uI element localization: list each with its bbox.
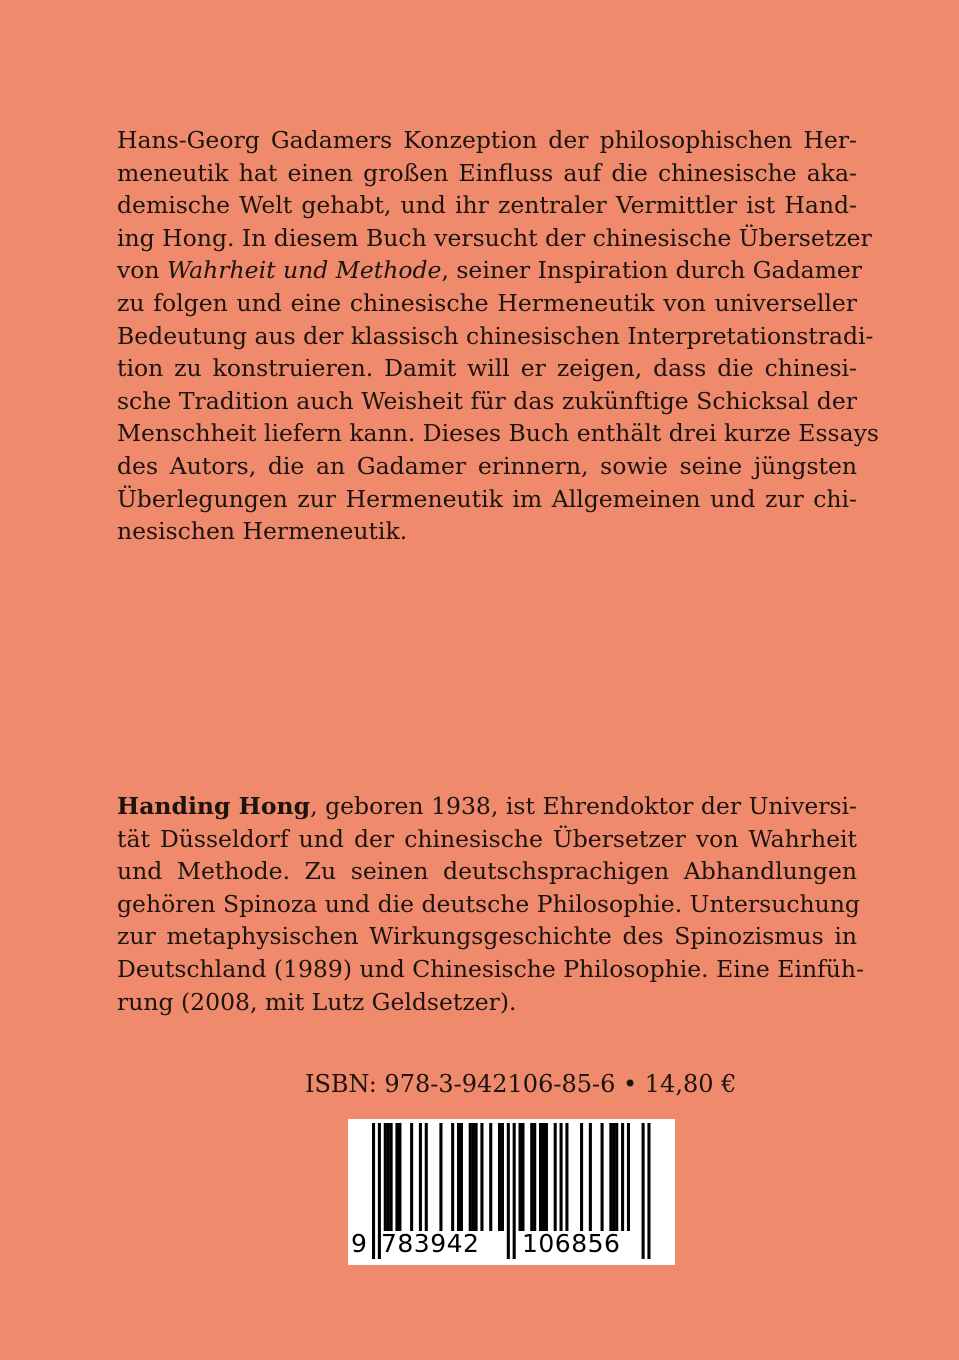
barcode-bar — [589, 1123, 592, 1231]
barcode-bar — [439, 1123, 442, 1231]
barcode-bar — [395, 1123, 398, 1231]
barcode-bar — [530, 1123, 533, 1231]
barcode-guard-bar — [647, 1123, 650, 1259]
barcode-bar — [612, 1123, 615, 1231]
barcode-guard-bar — [507, 1123, 510, 1259]
barcode-bar — [501, 1123, 504, 1231]
barcode-bar — [475, 1123, 478, 1231]
author-name: Handing Hong — [117, 792, 311, 820]
bio-line — [117, 790, 857, 823]
barcode-bar — [545, 1123, 548, 1231]
blurb-line: demische Welt gehabt, und ihr zentraler Vermittler ist Hand- — [117, 191, 857, 220]
blurb-paragraph — [117, 124, 879, 548]
barcode-bar — [560, 1123, 563, 1231]
barcode-bar — [542, 1123, 545, 1231]
barcode-bar — [601, 1123, 604, 1231]
bio-line: rung (2008, mit Lutz Geldsetzer). — [117, 987, 517, 1016]
blurb-line: zu folgen und eine chinesische Hermeneutik von universeller — [117, 288, 857, 317]
blurb-line: Menschheit liefern kann. Dieses Buch enthält drei kurze Essays — [117, 419, 879, 448]
barcode-first-digit: 9 — [351, 1229, 368, 1258]
isbn-price-line — [305, 1069, 736, 1099]
book-title-italic: Wahrheit und Methode — [167, 256, 442, 285]
barcode-bar — [615, 1123, 618, 1231]
bio-line: tät Düsseldorf und der chinesische Übersetzer von Wahrheit — [117, 824, 857, 853]
bio-line: Deutschland (1989) und Chinesische Philosophie. Eine Einfüh- — [117, 954, 865, 983]
bio-line: gehören Spinoza und die deutsche Philosophie. Untersuchung — [117, 889, 860, 918]
barcode-bar — [410, 1123, 413, 1231]
barcode-bar — [419, 1123, 422, 1231]
blurb-text: von — [117, 256, 168, 285]
blurb-line: Hans-Georg Gadamers Konzeption der philosophischen Her- — [117, 126, 857, 154]
barcode-bar — [460, 1123, 463, 1231]
barcode-bar — [498, 1123, 501, 1231]
barcode-bar — [489, 1123, 492, 1231]
barcode-bar — [580, 1123, 583, 1231]
blurb-line: Bedeutung aus der klassisch chinesischen Interpretationstradi- — [117, 321, 874, 350]
blurb-line: ing Hong. In diesem Buch versucht der chinesische Übersetzer — [117, 223, 872, 252]
barcode-bar — [519, 1123, 522, 1231]
barcode-bar — [384, 1123, 387, 1231]
barcode-bar — [539, 1123, 542, 1231]
blurb-line: des Autors, die an Gadamer erinnern, sowie seine jüngsten — [117, 451, 857, 480]
bullet-separator: • — [623, 1070, 638, 1098]
blurb-line: nesischen Hermeneutik. — [117, 517, 408, 546]
blurb-text: , seiner Inspiration durch Gadamer — [441, 256, 863, 285]
bio-text: , geboren 1938, ist Ehrendoktor der Universi- — [310, 792, 857, 820]
barcode-bar — [469, 1123, 472, 1231]
barcode-bar — [554, 1123, 557, 1231]
barcode-left-digits: 783942 — [381, 1229, 480, 1258]
barcode-bar — [425, 1123, 428, 1231]
ean-barcode — [348, 1119, 675, 1265]
barcode-bar — [387, 1123, 390, 1231]
barcode-bar — [390, 1123, 393, 1231]
blurb-line: meneutik hat einen großen Einfluss auf die chinesische aka- — [117, 158, 857, 187]
barcode-bar — [480, 1123, 483, 1231]
barcode-guard-bar — [372, 1123, 375, 1259]
blurb-line: tion zu konstruieren. Damit will er zeigen, dass die chinesi- — [117, 354, 857, 383]
bio-line: und Methode. Zu seinen deutschsprachigen Abhandlungen — [117, 857, 857, 886]
barcode-right-digits: 106856 — [522, 1229, 621, 1258]
barcode-bar — [451, 1123, 454, 1231]
barcode-guard-bar — [642, 1123, 645, 1259]
barcode-bar — [472, 1123, 475, 1231]
barcode-bar — [627, 1123, 630, 1231]
blurb-line-with-title — [117, 254, 863, 287]
barcode-bar — [457, 1123, 460, 1231]
barcode-guard-bar — [513, 1123, 516, 1259]
author-bio-paragraph — [117, 790, 865, 1018]
isbn-text: ISBN: 978-3-942106-85-6 — [305, 1070, 616, 1098]
barcode-bar — [621, 1123, 624, 1231]
barcode-bar — [533, 1123, 536, 1231]
blurb-line: Überlegungen zur Hermeneutik im Allgemeinen und zur chi- — [117, 484, 857, 513]
barcode-bar — [565, 1123, 568, 1231]
barcode-bar — [398, 1123, 401, 1231]
barcode-bar — [609, 1123, 612, 1231]
barcode-bar — [521, 1123, 524, 1231]
bio-line: zur metaphysischen Wirkungsgeschichte des Spinozismus in — [117, 922, 857, 951]
price-text: 14,80 € — [644, 1070, 737, 1098]
blurb-line: sche Tradition auch Weisheit für das zukünftige Schicksal der — [117, 386, 857, 415]
